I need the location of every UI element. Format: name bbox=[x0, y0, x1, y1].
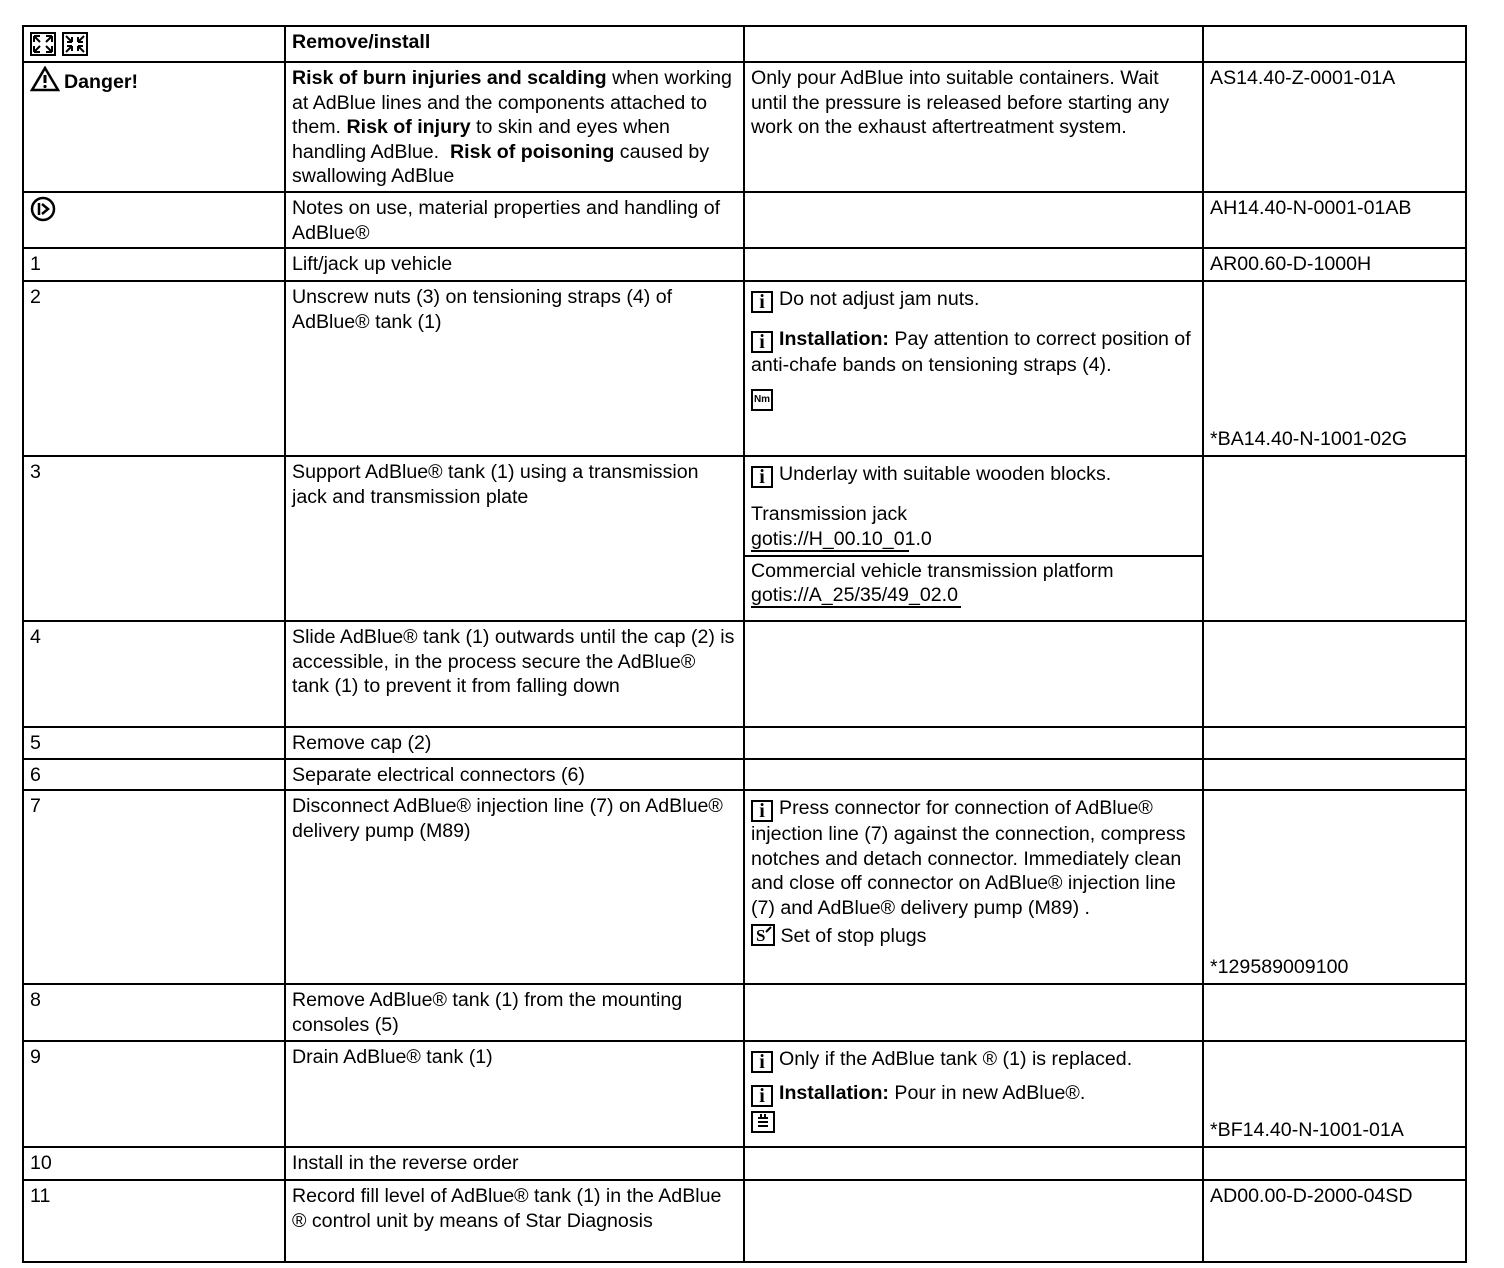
header-empty-1 bbox=[744, 26, 1203, 62]
table-row bbox=[23, 984, 1466, 1041]
collapse-icon[interactable] bbox=[62, 32, 88, 56]
info-icon: i bbox=[751, 1051, 773, 1073]
torque-nm-icon: Nm bbox=[751, 389, 773, 411]
step-ref-cell bbox=[1203, 1041, 1466, 1147]
info-icon: i bbox=[751, 291, 773, 313]
step-number: 4 bbox=[23, 621, 285, 727]
step-text: Drain AdBlue® tank (1) bbox=[285, 1041, 744, 1147]
step-notes bbox=[744, 984, 1203, 1041]
step-number: 3 bbox=[23, 456, 285, 621]
step-ref bbox=[1203, 456, 1466, 621]
info-icon: i bbox=[751, 466, 773, 488]
step-ref[interactable]: AR00.60-D-1000H bbox=[1203, 248, 1466, 281]
header-row bbox=[23, 26, 1466, 62]
step-notes: i Only if the AdBlue tank ® (1) is replaced. i Installation: Pour in new AdBlue®. bbox=[744, 1041, 1203, 1147]
step-ref-cell bbox=[1203, 790, 1466, 984]
step-number: 6 bbox=[23, 759, 285, 791]
step-notes bbox=[744, 1180, 1203, 1262]
step-notes bbox=[744, 248, 1203, 281]
step-notes bbox=[744, 621, 1203, 727]
step-ref[interactable]: *BF14.40-N-1001-01A bbox=[1210, 1118, 1404, 1141]
header-title: Remove/install bbox=[285, 26, 744, 62]
danger-ref: AS14.40-Z-0001-01A bbox=[1203, 62, 1466, 192]
step-ref bbox=[1203, 759, 1466, 791]
step-ref[interactable]: *BA14.40-N-1001-02G bbox=[1210, 427, 1408, 450]
warning-triangle-icon bbox=[30, 66, 60, 92]
step-text: Record fill level of AdBlue® tank (1) in the AdBlue ® control unit by means of Star Diagnosis bbox=[285, 1180, 744, 1262]
danger-measures: Only pour AdBlue into suitable containers. Wait until the pressure is released before starting any work on the exhaust aftertreatment system. bbox=[744, 62, 1203, 192]
table-row bbox=[23, 759, 1466, 791]
tool-name: Commercial vehicle transmission platform bbox=[751, 559, 1114, 582]
step-notes: i Do not adjust jam nuts. i Installation: Pay attention to correct position of anti-chafe bands on tensioning straps (4). Nm bbox=[744, 281, 1203, 456]
step-number: 11 bbox=[23, 1180, 285, 1262]
step-notes bbox=[744, 1147, 1203, 1180]
step-ref-cell bbox=[1203, 281, 1466, 456]
step-ref bbox=[1203, 1147, 1466, 1180]
table-row bbox=[23, 456, 1466, 621]
tool-name: Transmission jack bbox=[751, 503, 908, 525]
step-number: 9 bbox=[23, 1041, 285, 1147]
notes-empty bbox=[744, 192, 1203, 248]
notes-icon bbox=[30, 196, 56, 222]
step-text: Slide AdBlue® tank (1) outwards until the cap (2) is accessible, in the process secure the AdBlue® tank (1) to prevent it from falling down bbox=[285, 621, 744, 727]
table-row bbox=[23, 281, 1466, 456]
step-text: Remove AdBlue® tank (1) from the mounting consoles (5) bbox=[285, 984, 744, 1041]
step-notes bbox=[744, 727, 1203, 759]
tool-link[interactable]: gotis://H_00.10_01.0 bbox=[751, 527, 932, 550]
tool-block bbox=[745, 555, 1202, 609]
table-row bbox=[23, 1041, 1466, 1147]
step-number: 5 bbox=[23, 727, 285, 759]
header-icons-cell bbox=[23, 26, 285, 62]
tool-link[interactable]: gotis://A_25/35/49_02.0 bbox=[751, 584, 961, 608]
special-tool-icon bbox=[751, 924, 775, 946]
table-row bbox=[23, 621, 1466, 727]
step-number: 2 bbox=[23, 281, 285, 456]
table-row bbox=[23, 1147, 1466, 1180]
step-ref bbox=[1203, 621, 1466, 727]
step-number: 1 bbox=[23, 248, 285, 281]
tool-label: Set of stop plugs bbox=[780, 925, 927, 947]
table-row bbox=[23, 248, 1466, 281]
step-text: Install in the reverse order bbox=[285, 1147, 744, 1180]
info-icon: i bbox=[751, 331, 773, 353]
step-number: 10 bbox=[23, 1147, 285, 1180]
step-ref bbox=[1203, 984, 1466, 1041]
step-notes: i Press connector for connection of AdBlue® injection line (7) against the connection, compress notches and detach connector. Immediately clean and close off connector on AdBlue® injection line (7) and AdBlue® delivery pump (M89) . S Set of stop plugs bbox=[744, 790, 1203, 984]
step-ref[interactable]: *129589009100 bbox=[1210, 955, 1349, 978]
expand-icon[interactable] bbox=[30, 32, 56, 56]
step-text: Separate electrical connectors (6) bbox=[285, 759, 744, 791]
step-ref bbox=[1203, 727, 1466, 759]
table-row bbox=[23, 790, 1466, 984]
danger-label-cell bbox=[23, 62, 285, 192]
svg-text:S: S bbox=[756, 926, 766, 944]
step-ref[interactable]: AD00.00-D-2000-04SD bbox=[1203, 1180, 1466, 1262]
step-text: Lift/jack up vehicle bbox=[285, 248, 744, 281]
danger-label: Danger! bbox=[64, 71, 139, 93]
step-text: Unscrew nuts (3) on tensioning straps (4) of AdBlue® tank (1) bbox=[285, 281, 744, 456]
step-text: Support AdBlue® tank (1) using a transmission jack and transmission plate bbox=[285, 456, 744, 621]
danger-row bbox=[23, 62, 1466, 192]
notes-row bbox=[23, 192, 1466, 248]
step-text: Disconnect AdBlue® injection line (7) on AdBlue® delivery pump (M89) bbox=[285, 790, 744, 984]
danger-risk-text: Risk of burn injuries and scalding when working at AdBlue lines and the components attached to them. Risk of injury to skin and eyes when handling AdBlue. Risk of poisoning caused by swallowing AdBlue bbox=[285, 62, 744, 192]
fluid-spec-icon bbox=[751, 1111, 775, 1133]
notes-ref[interactable]: AH14.40-N-0001-01AB bbox=[1203, 192, 1466, 248]
header-empty-2 bbox=[1203, 26, 1466, 62]
step-notes bbox=[744, 759, 1203, 791]
step-number: 7 bbox=[23, 790, 285, 984]
info-icon: i bbox=[751, 800, 773, 822]
table-row bbox=[23, 1180, 1466, 1262]
step-notes: i Underlay with suitable wooden blocks. Transmission jack gotis://H_00.10_01.0 Commercial vehicle transmission platform gotis://A_25/35/49_02.0 bbox=[744, 456, 1203, 621]
notes-text: Notes on use, material properties and handling of AdBlue® bbox=[285, 192, 744, 248]
table-row bbox=[23, 727, 1466, 759]
notes-icon-cell bbox=[23, 192, 285, 248]
procedure-table bbox=[22, 25, 1467, 1263]
step-number: 8 bbox=[23, 984, 285, 1041]
step-text: Remove cap (2) bbox=[285, 727, 744, 759]
info-icon: i bbox=[751, 1085, 773, 1107]
